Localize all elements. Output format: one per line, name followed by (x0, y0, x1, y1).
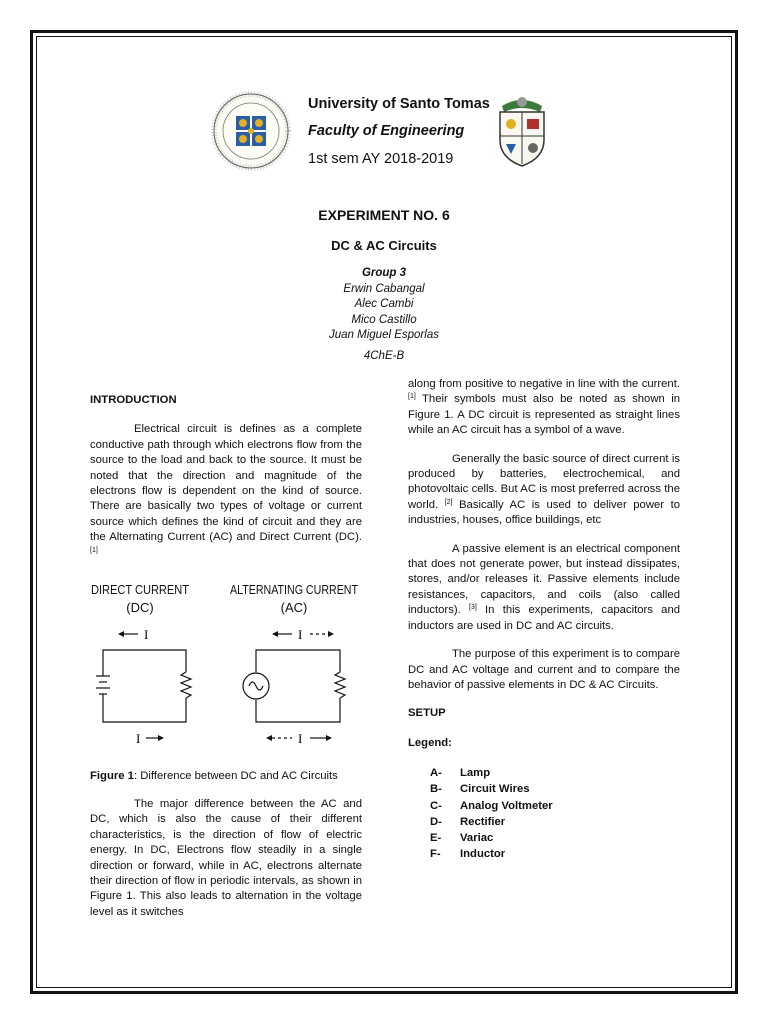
section-label: 4ChE-B (363, 350, 405, 362)
legend-label: Variac (460, 831, 494, 844)
right-paragraph-2 (408, 452, 680, 529)
citation: [2] (444, 498, 453, 506)
legend-label: Circuit Wires (460, 783, 530, 796)
experiment-title: EXPERIMENT NO. 6 (318, 207, 450, 223)
dc-current-arrows (118, 631, 164, 741)
legend-letter: E- (430, 831, 442, 844)
legend-letter: A- (430, 767, 442, 780)
legend-list (408, 765, 680, 862)
dc-circuit (96, 650, 191, 722)
list-item (430, 846, 680, 862)
legend-letter: B- (430, 783, 442, 796)
setup-heading: SETUP (408, 707, 446, 720)
right-paragraph-1-text-b: Their symbols must also be noted as shown in Figure 1. A DC circuit is represented as straight lines while an AC circuit has a symbol of a wave. (408, 393, 680, 437)
dc-title-line2: (DC) (126, 600, 154, 615)
ac-circuit (243, 650, 345, 722)
ac-current-arrows (266, 631, 334, 741)
list-item (430, 830, 680, 846)
author-name: Juan Miguel Esporlas (329, 329, 439, 341)
right-paragraph-3-text-a: A passive element is an electrical component that does not generate power, but instead dissipates, stores, and/or releases it. Passive elements include resistances, capacitors, and coils (also called inductors). (408, 542, 680, 617)
right-paragraph-4: The purpose of this experiment is to compare DC and AC voltage and current and to compare the behavior of passive elements in DC & AC Circuits. (408, 648, 680, 691)
right-paragraph-1-text-a: along from positive to negative in line with the current. (408, 378, 680, 390)
right-paragraph-2-text-b: Basically AC is used to deliver power to industries, houses, office buildings, etc (408, 498, 680, 527)
figure-caption (90, 770, 338, 782)
semester-label: 1st sem AY 2018-2019 (308, 151, 454, 167)
intro-paragraph-1-text: Electrical circuit is defines as a complete conductive path through which electrons flow from the source to the load and back to the source. It must be noted that the direction and magnitude of the electrons flow is dependent on the kind of source. There are basically two types of voltage or current source which defines the kind of circuit and they are the Alternating Current (AC) and Direct Current (DC). (90, 423, 362, 544)
legend-label: Inductor (460, 848, 506, 861)
intro-paragraph-2: The major difference between the AC and DC, which is also the cause of their different characteristics, is the direction of flow of electric energy. In DC, Electrons flow steadily in a single direction or forward, while in AC, electrons alternate their direction of flow in periodic intervals, as shown in Figure 1. This also leads to alternation in the voltage level as it switches (90, 798, 362, 918)
dc-current-label-bottom: I (136, 731, 141, 746)
ac-title-line2: (AC) (280, 600, 308, 615)
citation: [3] (469, 604, 477, 612)
right-paragraph-1 (408, 377, 680, 439)
author-list (0, 266, 768, 344)
ac-current-label-top: I (298, 627, 303, 642)
author-name: Alec Cambi (354, 298, 414, 310)
legend-label: Analog Voltmeter (460, 799, 553, 812)
citation: [1] (408, 393, 416, 401)
legend-letter: F- (430, 848, 441, 861)
faculty-name: Faculty of Engineering (308, 123, 465, 139)
right-column (408, 377, 680, 862)
ac-title-line1: ALTERNATING CURRENT (230, 582, 359, 597)
group-name: Group 3 (361, 267, 407, 279)
author-name: Mico Castillo (351, 313, 417, 326)
legend-letter: C- (430, 799, 442, 812)
left-column-bottom (90, 797, 362, 933)
engineering-crest-logo (494, 92, 550, 170)
legend-letter: D- (430, 815, 442, 828)
university-seal-logo (212, 92, 290, 170)
figure-label: Figure 1 (90, 770, 134, 782)
legend-label: Lamp (460, 767, 491, 780)
author-name: Erwin Cabangal (343, 282, 425, 295)
legend-heading: Legend: (408, 736, 452, 749)
dc-ac-circuit-figure (88, 582, 364, 758)
ac-current-label-bottom: I (298, 731, 303, 746)
experiment-subtitle: DC & AC Circuits (331, 238, 437, 253)
figure-caption-text: : Difference between DC and AC Circuits (133, 770, 338, 782)
dc-title-line1: DIRECT CURRENT (91, 582, 190, 597)
introduction-heading: INTRODUCTION (90, 394, 177, 406)
citation: [1] (90, 546, 98, 554)
institution-header (308, 92, 498, 172)
list-item (430, 781, 680, 797)
legend-label: Rectifier (460, 815, 506, 828)
university-name: University of Santo Tomas (308, 96, 490, 112)
right-paragraph-2-text-a: Generally the basic source of direct current is produced by batteries, electrochemical, and photovoltaic cells. But AC is most preferred across the world. (408, 452, 680, 511)
right-paragraph-3-text-b: In this experiments, capacitors and inductors are used in DC and AC circuits. (408, 604, 681, 632)
left-column-top (90, 393, 362, 574)
list-item (430, 765, 680, 781)
right-paragraph-3 (408, 542, 680, 634)
dc-current-label-top: I (144, 627, 149, 642)
list-item (430, 814, 680, 830)
intro-paragraph-1 (90, 422, 362, 561)
list-item (430, 798, 680, 814)
